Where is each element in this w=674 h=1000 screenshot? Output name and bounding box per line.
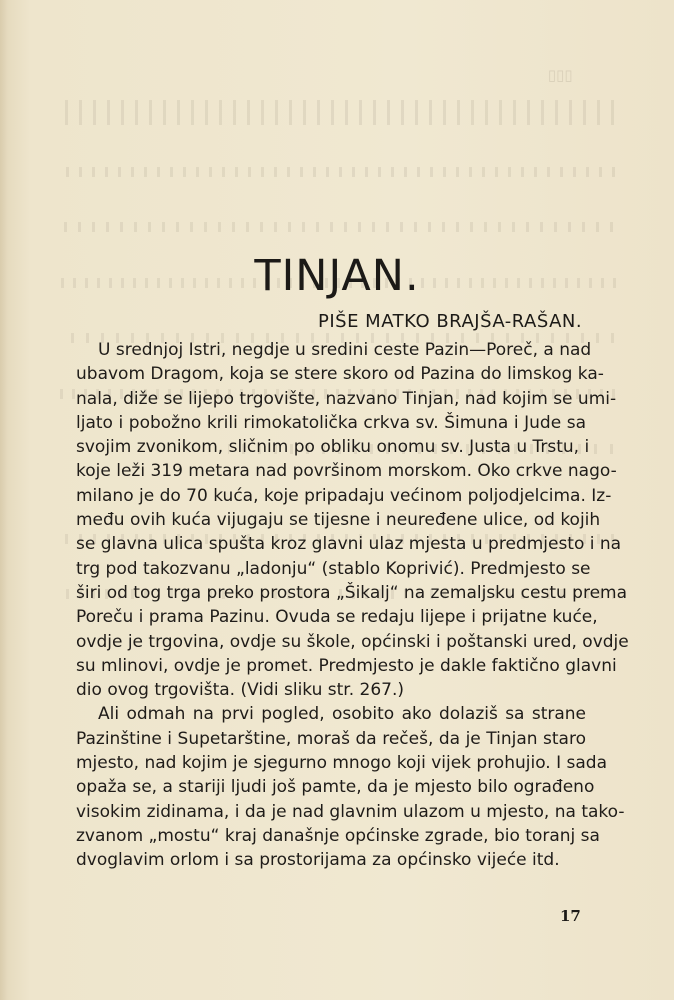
text-line: visokim zidinama, i da je nad glavnim ulazom u mjesto, na tako- (76, 801, 625, 822)
text-line: Poreču i prama Pazinu. Ovuda se redaju lijepe i prijatne kuće, (76, 607, 598, 628)
text-line: ljato i pobožno krili rimokatolička crkva sv. Šimuna i Jude sa (76, 412, 586, 433)
text-line: ovdje je trgovina, ovdje su škole, općinski i poštanski ured, ovdje (76, 631, 629, 652)
text-line: među ovih kuća vijugaju se tijesne i neuređene ulice, od kojih (76, 510, 601, 531)
text-line: su mlinovi, ovdje je promet. Predmjesto je dakle faktično glavni (76, 655, 617, 676)
text-line: Pazinštine i Supetarštine, moraš da rečeš, da je Tinjan staro (76, 728, 586, 749)
text-line: trg pod takozvanu „ladonju“ (stablo Koprivić). Predmjesto se (76, 558, 591, 579)
text-line: mjesto, nad kojim je sjegurno mnogo koji vijek prohujio. I sada (76, 753, 608, 774)
text-line: ubavom Dragom, koja se stere skoro od Pazina do limskog ka- (76, 364, 604, 385)
article-body (76, 338, 629, 873)
text-line: svojim zvonikom, sličnim po obliku onomu sv. Justa u Trstu, i (76, 437, 590, 458)
text-line: zvanom „mostu“ kraj današnje općinske zgrade, bio toranj sa (76, 825, 600, 846)
bleed-through-page-number: ▯▯▯ (548, 66, 573, 84)
paragraph-1 (76, 338, 629, 702)
text-line: Ali odmah na prvi pogled, osobito ako dolaziš sa strane (98, 704, 586, 725)
paragraph-2 (76, 702, 625, 872)
page-number: 17 (560, 907, 581, 925)
text-line: širi od tog trga preko prostora „Šikalj“ na zemaljsku cestu prema (76, 582, 628, 603)
text-line: dvoglavim orlom i sa prostorijama za općinsko vijeće itd. (76, 850, 560, 871)
text-line: milano je do 70 kuća, koje pripadaju većinom poljodjelcima. Iz- (76, 485, 612, 506)
author-byline: PIŠE MATKO BRAJŠA-RAŠAN. (318, 311, 583, 332)
text-line: koje leži 319 metara nad površinom morskom. Oko crkve nago- (76, 461, 617, 482)
document-title: TINJAN. (254, 250, 420, 301)
text-line: nala, diže se lijepo trgovište, nazvano Tinjan, nad kojim se umi- (76, 388, 617, 409)
text-line: U srednjoj Istri, negdje u sredini ceste Pazin—Poreč, a nad (98, 340, 592, 360)
text-line: opaža se, a stariji ljudi još pamte, da je mjesto bilo ograđeno (76, 777, 595, 798)
text-line: se glavna ulica spušta kroz glavni ulaz mjesta u predmjesto i na (76, 534, 622, 555)
text-line: dio ovog trgovišta. (Vidi sliku str. 267.) (76, 680, 405, 701)
